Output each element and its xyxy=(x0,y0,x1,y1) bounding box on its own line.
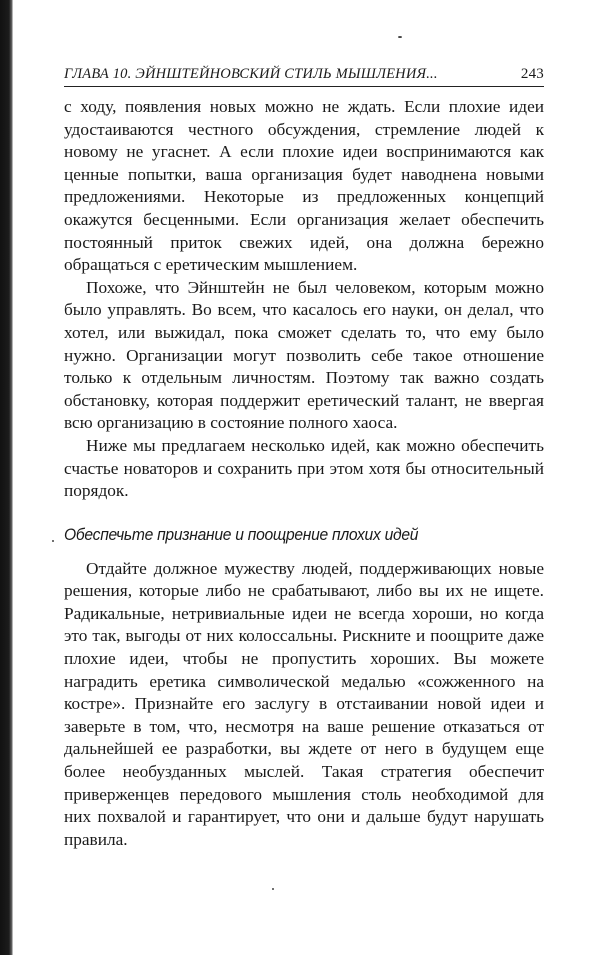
paragraph-continuation: с ходу, появления новых можно не ждать. Если плохие идеи удостаиваются честного обсуждения, стремление людей к новому не угаснет. А если плохие идеи воспринимаются как ценные попытки, ваша организация будет наводнена новыми предложениями. Некоторые из предложенных концепций окажутся бесценными. Если организация желает обеспечить постоянный приток свежих идей, она должна бережно обращаться с еретическим мышлением. xyxy=(64,97,544,275)
paragraph: Отдайте должное мужеству людей, поддерживающих новые решения, которые либо не срабатывают, либо вы их не ищете. Радикальные, нетривиальные идеи не всегда хороши, но когда это так, выгоды от них колоссальны. Рискните и поощрите даже плохие идеи, чтобы не пропустить хороших. Вы можете наградить еретика символической медалью «сожженного на костре». Признайте его заслугу в отстаивании новой идеи и заверьте в том, что, несмотря на ваше решение отказаться от дальнейшей ее разработки, вы ждете от него в будущем еще более необузданных мыслей. Такая стратегия обеспечит приверженцев передового мышления столь необходимой для них похвалой и гарантирует, что они и дальше будут нарушать правила. xyxy=(64,558,544,849)
paragraph: Ниже мы предлагаем несколько идей, как можно обеспечить счастье новаторов и сохранить при этом хотя бы относительный порядок. xyxy=(64,435,544,501)
scan-speck xyxy=(272,888,274,890)
paragraph: Похоже, что Эйнштейн не был человеком, которым можно было управлять. Во всем, что касалось его науки, он делал, что хотел, или выжидал, пока сможет сделать то, что ему было нужно. Организации могут позволить себе такое отношение только к отдельным личностям. Поэтому так важно создать обстановку, которая поддержит еретический талант, не ввергая всю организацию в состояние полного хаоса. xyxy=(64,277,544,433)
section-subheading: Обеспечьте признание и поощрение плохих идей xyxy=(64,524,419,544)
scan-speck xyxy=(398,36,402,38)
running-title: ГЛАВА 10. ЭЙНШТЕЙНОВСКИЙ СТИЛЬ МЫШЛЕНИЯ... xyxy=(64,66,438,82)
scan-speck xyxy=(52,540,54,542)
book-binding-shadow xyxy=(0,0,13,955)
section-gap xyxy=(64,503,544,523)
running-header xyxy=(64,62,544,87)
page-body xyxy=(64,96,544,851)
page-number: 243 xyxy=(520,66,544,82)
